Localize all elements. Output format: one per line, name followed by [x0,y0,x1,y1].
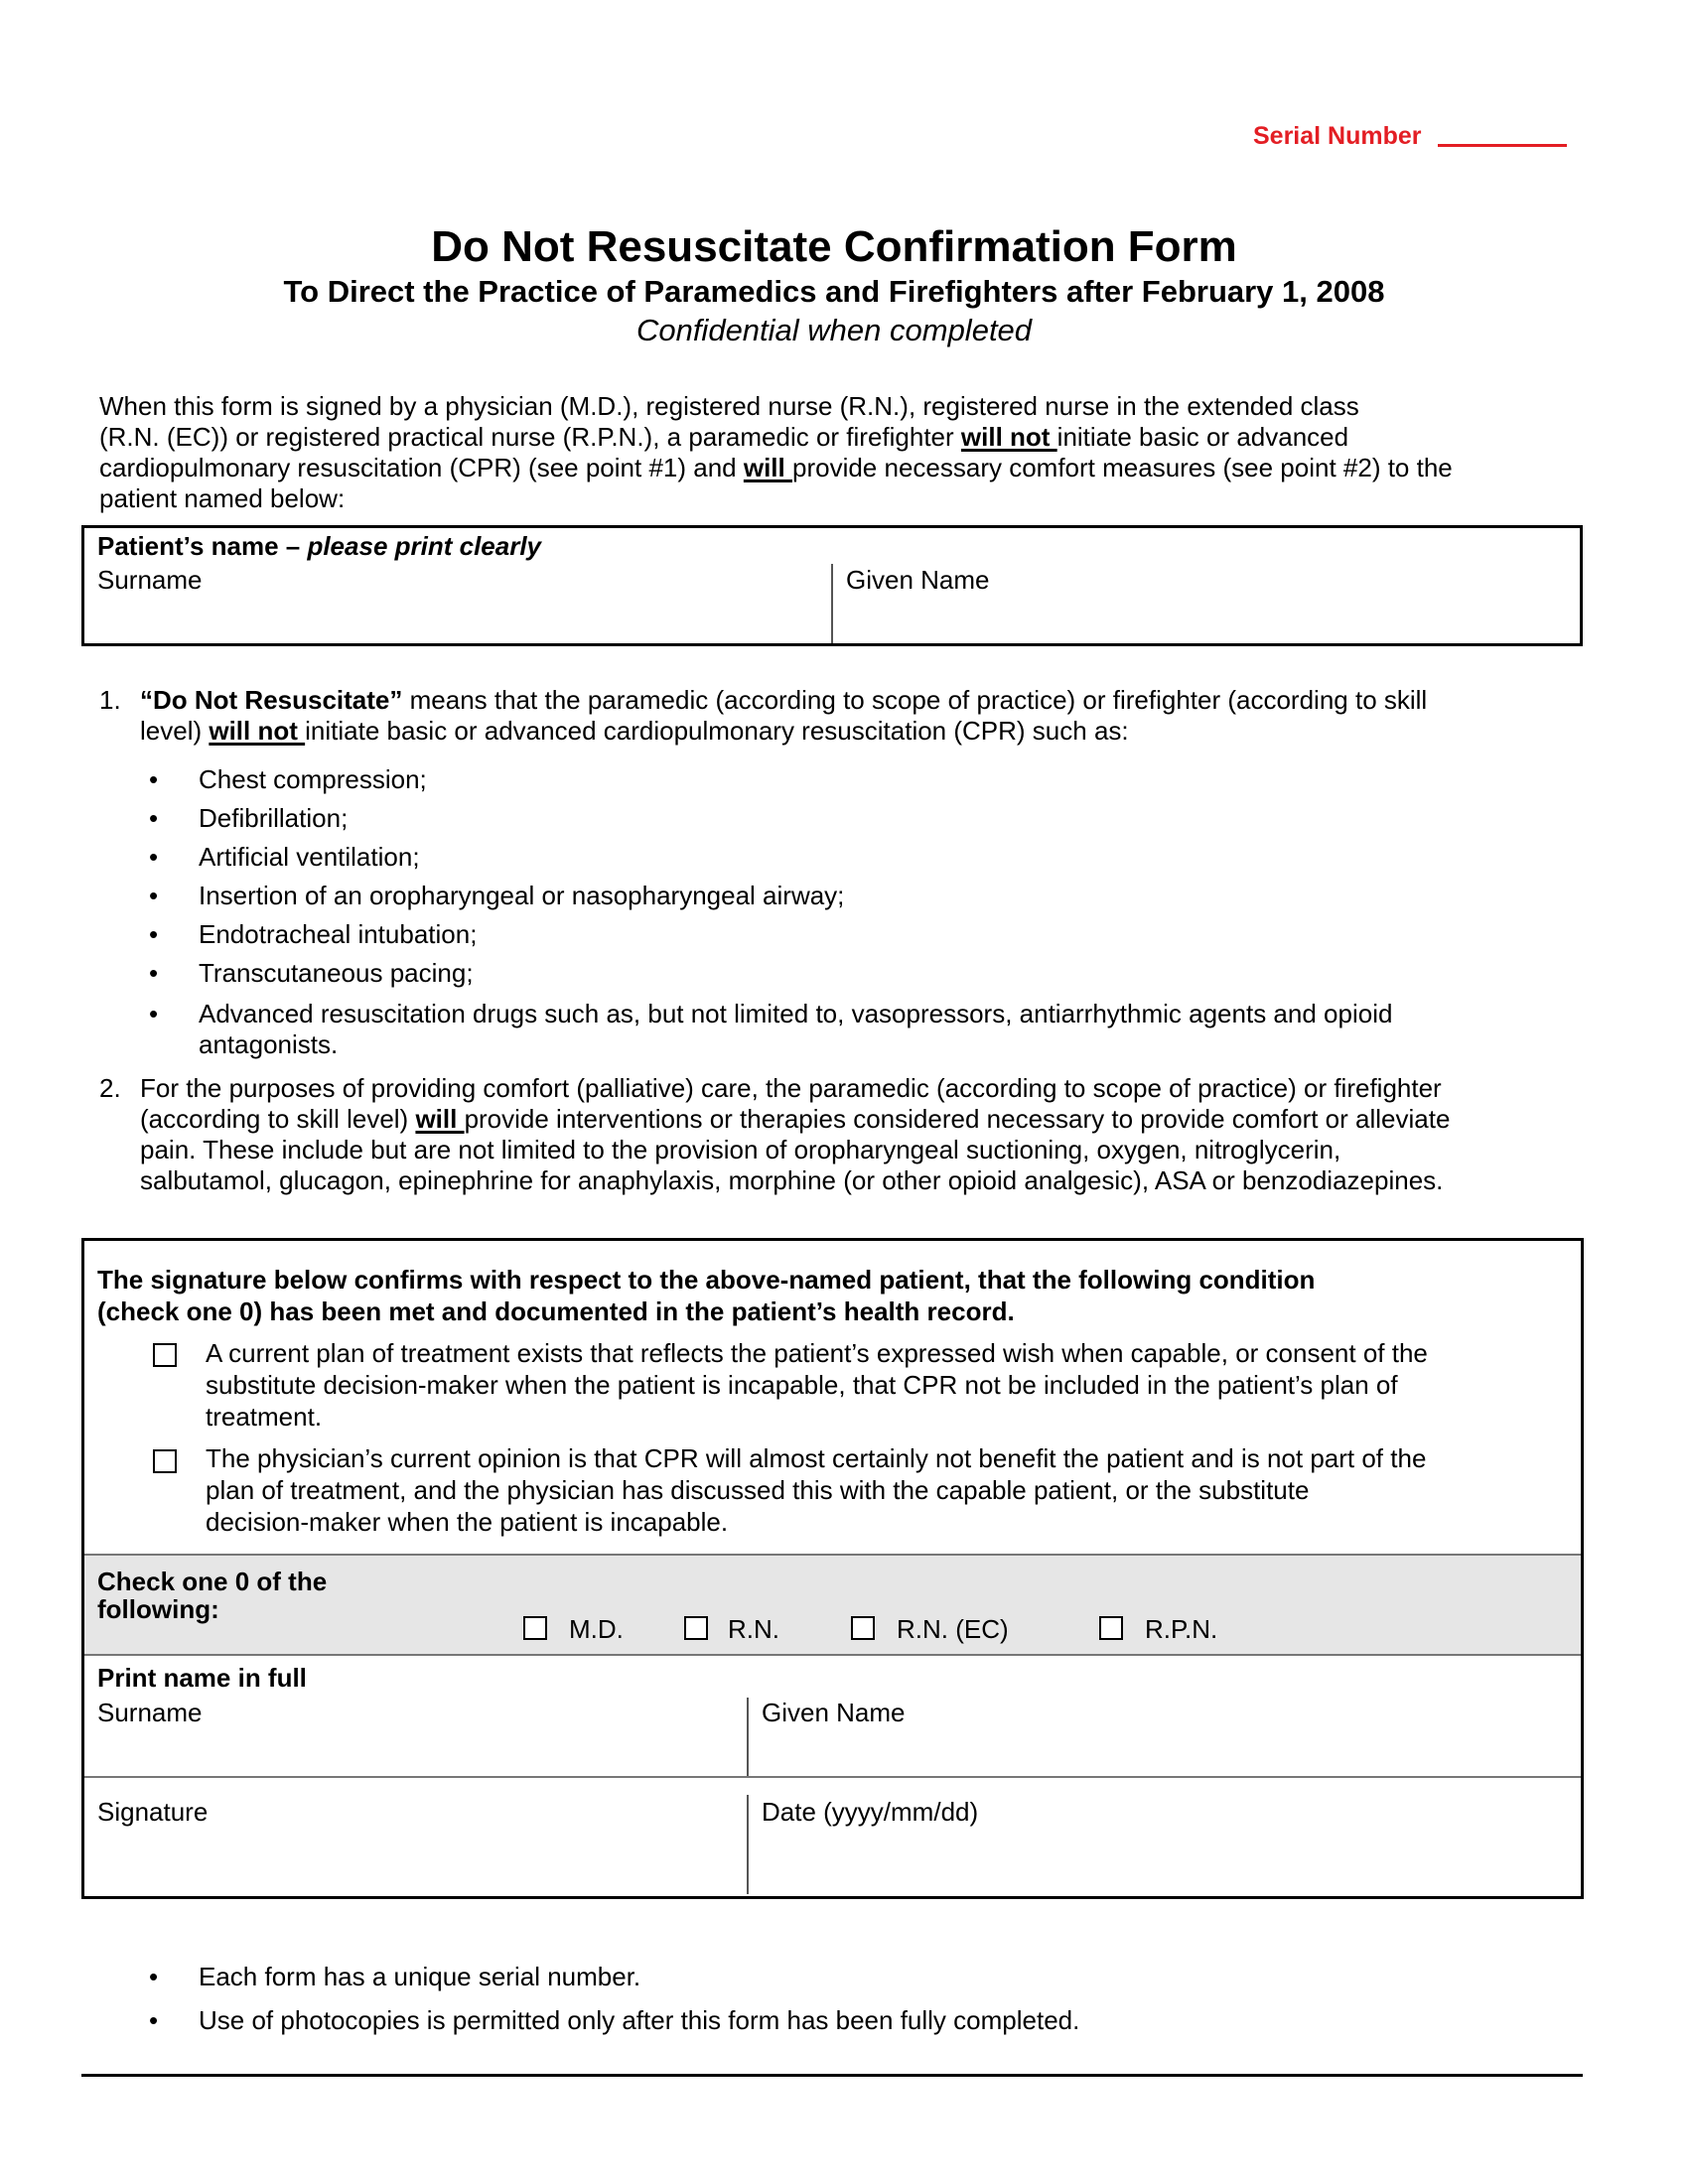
note-item: Use of photocopies is permitted only after this form has been fully completed. [199,2005,1080,2035]
note-item: Each form has a unique serial number. [199,1962,641,1991]
patient-given-name-field[interactable] [846,596,1576,643]
bullet: • [149,999,159,1028]
divider [747,1698,749,1777]
rn-ec-checkbox[interactable] [851,1616,875,1640]
bullet: • [149,1962,159,1991]
intro-paragraph [99,391,1453,514]
point-2-number: 2. [99,1073,121,1103]
list-item: Endotracheal intubation; [199,919,478,949]
md-checkbox[interactable] [523,1616,547,1640]
signer-surname-field[interactable] [97,1729,743,1773]
rn-label: R.N. [728,1614,779,1644]
intro-line: patient named below: [99,483,346,513]
point-2-text: For the purposes of providing comfort (palliative) care, the paramedic (according to scope of practice) or firefighter (according to skill level) will provide interventions or therapies considered necessary to provide comfort or alleviate pain. These include but are not limited to the provision of oropharyngeal suctioning, oxygen, nitroglycerin, salbutamol, glucagon, epinephrine for anaphylaxis, morphine (or other opioid analgesic), ASA or benzodiazepines. [140,1073,1451,1195]
divider [84,1776,1581,1778]
divider [747,1795,749,1894]
confidential-note: Confidential when completed [635,313,1033,347]
divider [84,1554,1581,1556]
form-subtitle: To Direct the Practice of Paramedics and Firefighters after February 1, 2008 [283,274,1385,309]
list-item: Transcutaneous pacing; [199,958,474,988]
footer-rule [81,2074,1583,2077]
serial-number-field[interactable] [1438,144,1567,147]
serial-number [1253,122,1567,151]
confirmation-statement: The signature below confirms with respect to the above-named patient, that the following condition (check one 0) has been met and documented in the patient’s health record. [97,1265,1316,1326]
signer-given-name-field[interactable] [762,1729,1571,1773]
condition-plan-of-treatment-checkbox[interactable] [153,1343,177,1367]
intro-line: cardiopulmonary resuscitation (CPR) (see point #1) and will provide necessary comfort measures (see point #2) to the [99,453,1453,482]
intro-line: (R.N. (EC)) or registered practical nurse (R.P.N.), a paramedic or firefighter will not initiate basic or advanced [99,422,1349,452]
bullet: • [149,881,159,910]
date-label: Date (yyyy/mm/dd) [762,1797,979,1827]
print-name-heading: Print name in full [97,1663,307,1693]
bullet: • [149,842,159,872]
condition-physician-opinion-text: The physician’s current opinion is that CPR will almost certainly not benefit the patient and is not part of the plan of treatment, and the physician has discussed this with the capable patient, or the substitute decision-maker when the patient is incapable. [206,1443,1427,1537]
signer-given-name-label: Given Name [762,1698,906,1727]
list-item: Advanced resuscitation drugs such as, but not limited to, vasopressors, antiarrhythmic agents and opioid antagonists. [199,999,1393,1059]
list-item: Artificial ventilation; [199,842,420,872]
bullet: • [149,919,159,949]
rpn-label: R.P.N. [1145,1614,1218,1644]
date-field[interactable] [762,1829,1571,1888]
signature-label: Signature [97,1797,209,1827]
divider [831,564,833,643]
bullet: • [149,803,159,833]
bullet: • [149,764,159,794]
list-item: Defibrillation; [199,803,349,833]
point-1-text: “Do Not Resuscitate” means that the paramedic (according to scope of practice) or firefighter (according to skill level) will not initiate basic or advanced cardiopulmonary resuscitation (CPR) such as: [140,685,1428,746]
point-1-number: 1. [99,685,121,715]
intro-line: When this form is signed by a physician (M.D.), registered nurse (R.N.), registered nurse in the extended class [99,391,1359,421]
rn-checkbox[interactable] [684,1616,708,1640]
serial-number-label: Serial Number [1253,122,1422,150]
patient-surname-label: Surname [97,565,203,595]
condition-physician-opinion-checkbox[interactable] [153,1449,177,1473]
patient-surname-field[interactable] [97,596,827,643]
signature-field[interactable] [97,1829,743,1888]
rpn-checkbox[interactable] [1099,1616,1123,1640]
bullet: • [149,958,159,988]
md-label: M.D. [569,1614,624,1644]
condition-plan-of-treatment-text: A current plan of treatment exists that reflects the patient’s expressed wish when capable, or consent of the substitute decision-maker when the patient is incapable, that CPR not be included in the patient’s plan of treatment. [206,1338,1428,1432]
signer-surname-label: Surname [97,1698,203,1727]
list-item: Insertion of an oropharyngeal or nasopharyngeal airway; [199,881,845,910]
patient-name-heading: Patient’s name – please print clearly [97,531,542,561]
check-one-label: Check one 0 of the following: [97,1567,328,1624]
form-title: Do Not Resuscitate Confirmation Form [431,222,1237,271]
rn-ec-label: R.N. (EC) [897,1614,1009,1644]
list-item: Chest compression; [199,764,427,794]
divider [84,1654,1581,1656]
bullet: • [149,2005,159,2035]
patient-given-name-label: Given Name [846,565,990,595]
